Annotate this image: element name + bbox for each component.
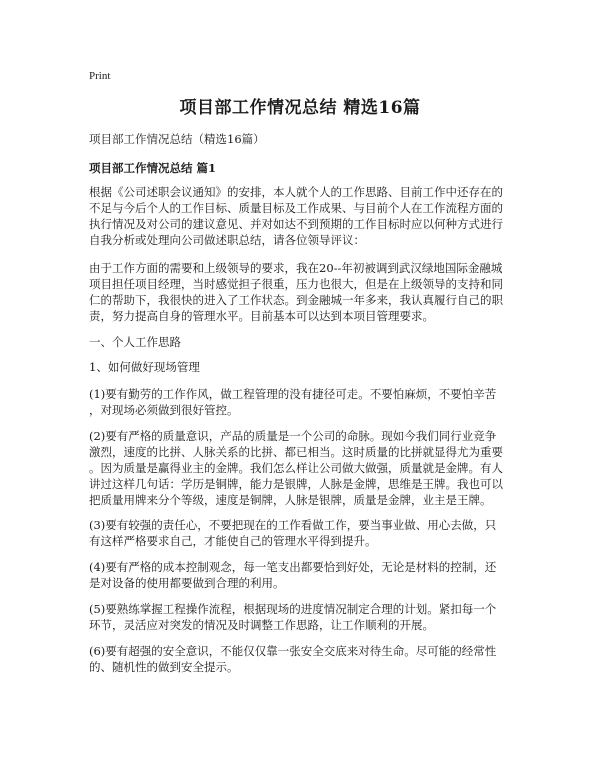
- section-heading: 项目部工作情况总结 篇1: [89, 161, 217, 175]
- text-line: 环节，灵活应对突发的情况及时调整工作思路，让工作顺利的开展。: [89, 618, 434, 632]
- paragraph-intro: [89, 184, 513, 248]
- text-line: 讲过这样几句话：学历是铜牌，能力是银牌，人脉是金牌，思维是王牌。我也可以: [89, 477, 503, 491]
- paragraph-item-3: [89, 517, 513, 549]
- document-subtitle: 项目部工作情况总结（精选16篇）: [89, 132, 265, 146]
- paragraph-item-5: [89, 601, 513, 633]
- text-line: 项目担任项目经理，当时感觉担子很重，压力也很大，但是在上级领导的支持和同: [89, 277, 503, 291]
- heading-site-management: [89, 359, 513, 375]
- text-line: 根据《公司述职会议通知》的安排，本人就个人的工作思路、目前工作中还存在的: [89, 185, 503, 199]
- paragraph-item-6: [89, 643, 513, 675]
- text-line: (1)要有勤劳的工作作风，做工程管理的没有捷径可走。不要怕麻烦，不要怕辛苦: [89, 387, 497, 401]
- text-line: 自我分析或处理向公司做述职总结，请各位领导评议：: [89, 233, 365, 247]
- text-line: 的、随机性的做到安全提示。: [89, 660, 239, 674]
- text-line: (4)要有严格的成本控制观念，每一笔支出都要恰到好处，无论是材料的控制，还: [89, 560, 497, 574]
- text-line: (2)要有严格的质量意识，产品的质量是一个公司的命脉。现如今我们同行业竞争: [89, 429, 497, 443]
- text-line: (3)要有较强的责任心，不要把现在的工作看做工作，要当事业做、用心去做，只: [89, 518, 497, 532]
- text-line: 仁的帮助下，我很快的进入了工作状态。到金融城一年多来，我认真履行自己的职: [89, 293, 503, 307]
- heading-personal-thinking: [89, 334, 513, 350]
- text-line: 把质量用牌来分个等级，速度是铜牌，人脉是银牌，质量是金牌，业主是王牌。: [89, 493, 492, 507]
- text-line: (6)要有超强的安全意识，不能仅仅靠一张安全交底来对待生命。尽可能的经常性: [89, 644, 497, 658]
- text-line: 不足与今后个人的工作目标、质量目标及工作成果、与目前个人在工作流程方面的: [89, 201, 503, 215]
- text-line: 激烈，速度的比拼、人脉关系的比拼、都已相当。这时质量的比拼就显得尤为重要: [89, 445, 503, 459]
- text-line: 1、如何做好现场管理: [89, 360, 200, 374]
- text-line: 。因为质量是赢得业主的金牌。我们怎么样让公司做大做强，质量就是金牌。有人: [89, 461, 503, 475]
- text-line: 由于工作方面的需要和上级领导的要求，我在20--年初被调到武汉绿地国际金融城: [89, 261, 503, 275]
- text-line: ，对现场必须做到很好管控。: [89, 403, 239, 417]
- text-line: 责，努力提高自身的管理水平。目前基本可以达到本项目管理要求。: [89, 309, 434, 323]
- text-line: (5)要熟练掌握工程操作流程，根据现场的进度情况制定合理的计划。紧扣每一个: [89, 602, 497, 616]
- text-line: 一、个人工作思路: [89, 335, 181, 349]
- document-title: 项目部工作情况总结 精选16篇: [179, 98, 421, 118]
- print-label: Print: [89, 70, 111, 82]
- text-line: 是对设备的使用都要做到合理的利用。: [89, 576, 285, 590]
- paragraph-background: [89, 260, 513, 324]
- paragraph-item-2: [89, 428, 513, 508]
- text-line: 执行情况及对公司的建议意见、并对如达不到预期的工作目标时应以何种方式进行: [89, 217, 503, 231]
- paragraph-item-1: [89, 386, 513, 418]
- text-line: 有这样严格要求自己，才能使自己的管理水平得到提升。: [89, 534, 377, 548]
- paragraph-item-4: [89, 559, 513, 591]
